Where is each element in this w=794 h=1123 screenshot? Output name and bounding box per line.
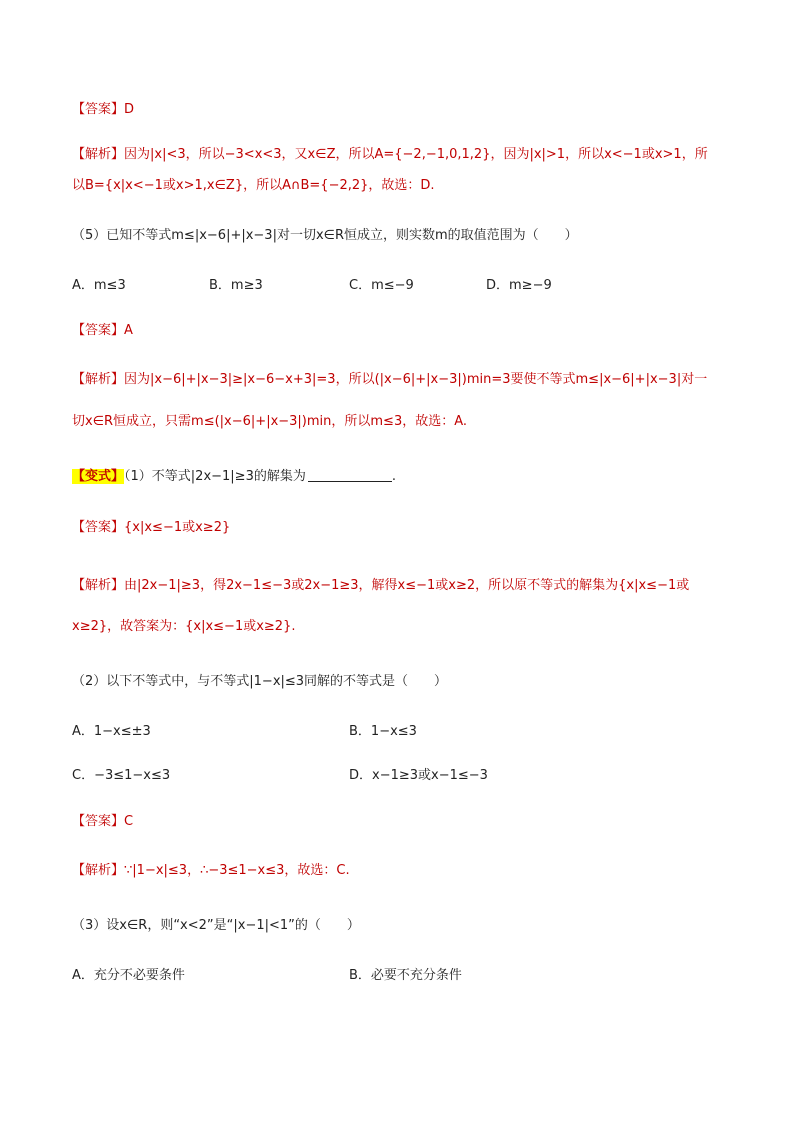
q4-analysis-line-1 xyxy=(72,145,708,165)
variant-2-analysis xyxy=(72,861,350,881)
variant-2-option-c: C．−3≤1−x≤3 xyxy=(72,768,171,783)
variant-2-option-b: B．1−x≤3 xyxy=(349,724,417,739)
variant-3-option-a: A．充分不必要条件 xyxy=(72,968,185,983)
variant-1-stem-end: . xyxy=(391,469,396,484)
answer-label: 【答案】 xyxy=(72,323,125,338)
q5-analysis-text-2: 切x∈R恒成立，只需m≤(|x−6|+|x−3|)min，所以m≤3，故选：A. xyxy=(72,414,468,429)
variant-1-analysis-text-1: 由|2x−1|≥3，得2x−1≤−3或2x−1≥3，解得x≤−1或x≥2，所以原不等式的解集为{x|x≤−1或 xyxy=(124,578,690,593)
variant-2-answer-value: C xyxy=(124,814,134,829)
variant-1-answer-value: {x|x≤−1或x≥2} xyxy=(124,520,231,535)
variant-3-option-b: B．必要不充分条件 xyxy=(349,968,462,983)
answer-label: 【答案】 xyxy=(72,102,125,117)
q5-option-d: D．m≥−9 xyxy=(486,278,552,293)
variant-label: 【变式】 xyxy=(72,469,125,484)
variant-1-analysis-line-2 xyxy=(72,617,295,637)
q5-option-c: C．m≤−9 xyxy=(349,278,414,293)
analysis-label: 【解析】 xyxy=(72,372,125,387)
q5-analysis-line-2 xyxy=(72,412,467,432)
analysis-label: 【解析】 xyxy=(72,863,125,878)
q4-answer-value: D xyxy=(124,102,135,117)
q5-option-a: A．m≤3 xyxy=(72,278,126,293)
variant-1-stem xyxy=(72,467,396,487)
analysis-label: 【解析】 xyxy=(72,578,125,593)
variant-2-option-d: D．x−1≥3或x−1≤−3 xyxy=(349,768,488,783)
analysis-label: 【解析】 xyxy=(72,147,125,162)
q5-option-b: B．m≥3 xyxy=(209,278,263,293)
answer-blank xyxy=(308,469,392,482)
q5-analysis-line-1 xyxy=(72,370,707,390)
variant-3-stem xyxy=(72,916,360,936)
q4-analysis-line-2 xyxy=(72,176,435,196)
q4-answer xyxy=(72,100,134,120)
variant-1-answer xyxy=(72,518,230,538)
q5-answer xyxy=(72,321,133,341)
q5-stem-text: （5）已知不等式m≤|x−6|+|x−3|对一切x∈R恒成立，则实数m的取值范围为（ ） xyxy=(72,228,578,243)
variant-2-stem-text: （2）以下不等式中，与不等式|1−x|≤3同解的不等式是（ ） xyxy=(72,674,448,689)
q5-stem xyxy=(72,226,578,246)
variant-2-option-a: A．1−x≤±3 xyxy=(72,724,151,739)
variant-1-stem-text: （1）不等式|2x−1|≥3的解集为 xyxy=(124,469,306,484)
answer-label: 【答案】 xyxy=(72,520,125,535)
variant-2-analysis-text: ∵|1−x|≤3，∴−3≤1−x≤3，故选：C. xyxy=(124,863,350,878)
q5-analysis-text-1: 因为|x−6|+|x−3|≥|x−6−x+3|=3，所以(|x−6|+|x−3|)min=3要使不等式m≤|x−6|+|x−3|对一 xyxy=(124,372,708,387)
variant-3-stem-text: （3）设x∈R，则“x<2”是“|x−1|<1”的（ ） xyxy=(72,918,360,933)
q5-answer-value: A xyxy=(124,323,133,338)
variant-1-analysis-text-2: x≥2}，故答案为：{x|x≤−1或x≥2}. xyxy=(72,619,296,634)
answer-label: 【答案】 xyxy=(72,814,125,829)
variant-2-answer xyxy=(72,812,133,832)
variant-2-stem xyxy=(72,672,447,692)
q4-analysis-text-1: 因为|x|<3，所以−3<x<3，又x∈Z，所以A={−2,−1,0,1,2}，因为|x|>1，所以x<−1或x>1，所 xyxy=(124,147,708,162)
variant-1-analysis-line-1 xyxy=(72,576,689,596)
q4-analysis-text-2: 以B={x|x<−1或x>1,x∈Z}，所以A∩B={−2,2}，故选：D. xyxy=(72,178,435,193)
